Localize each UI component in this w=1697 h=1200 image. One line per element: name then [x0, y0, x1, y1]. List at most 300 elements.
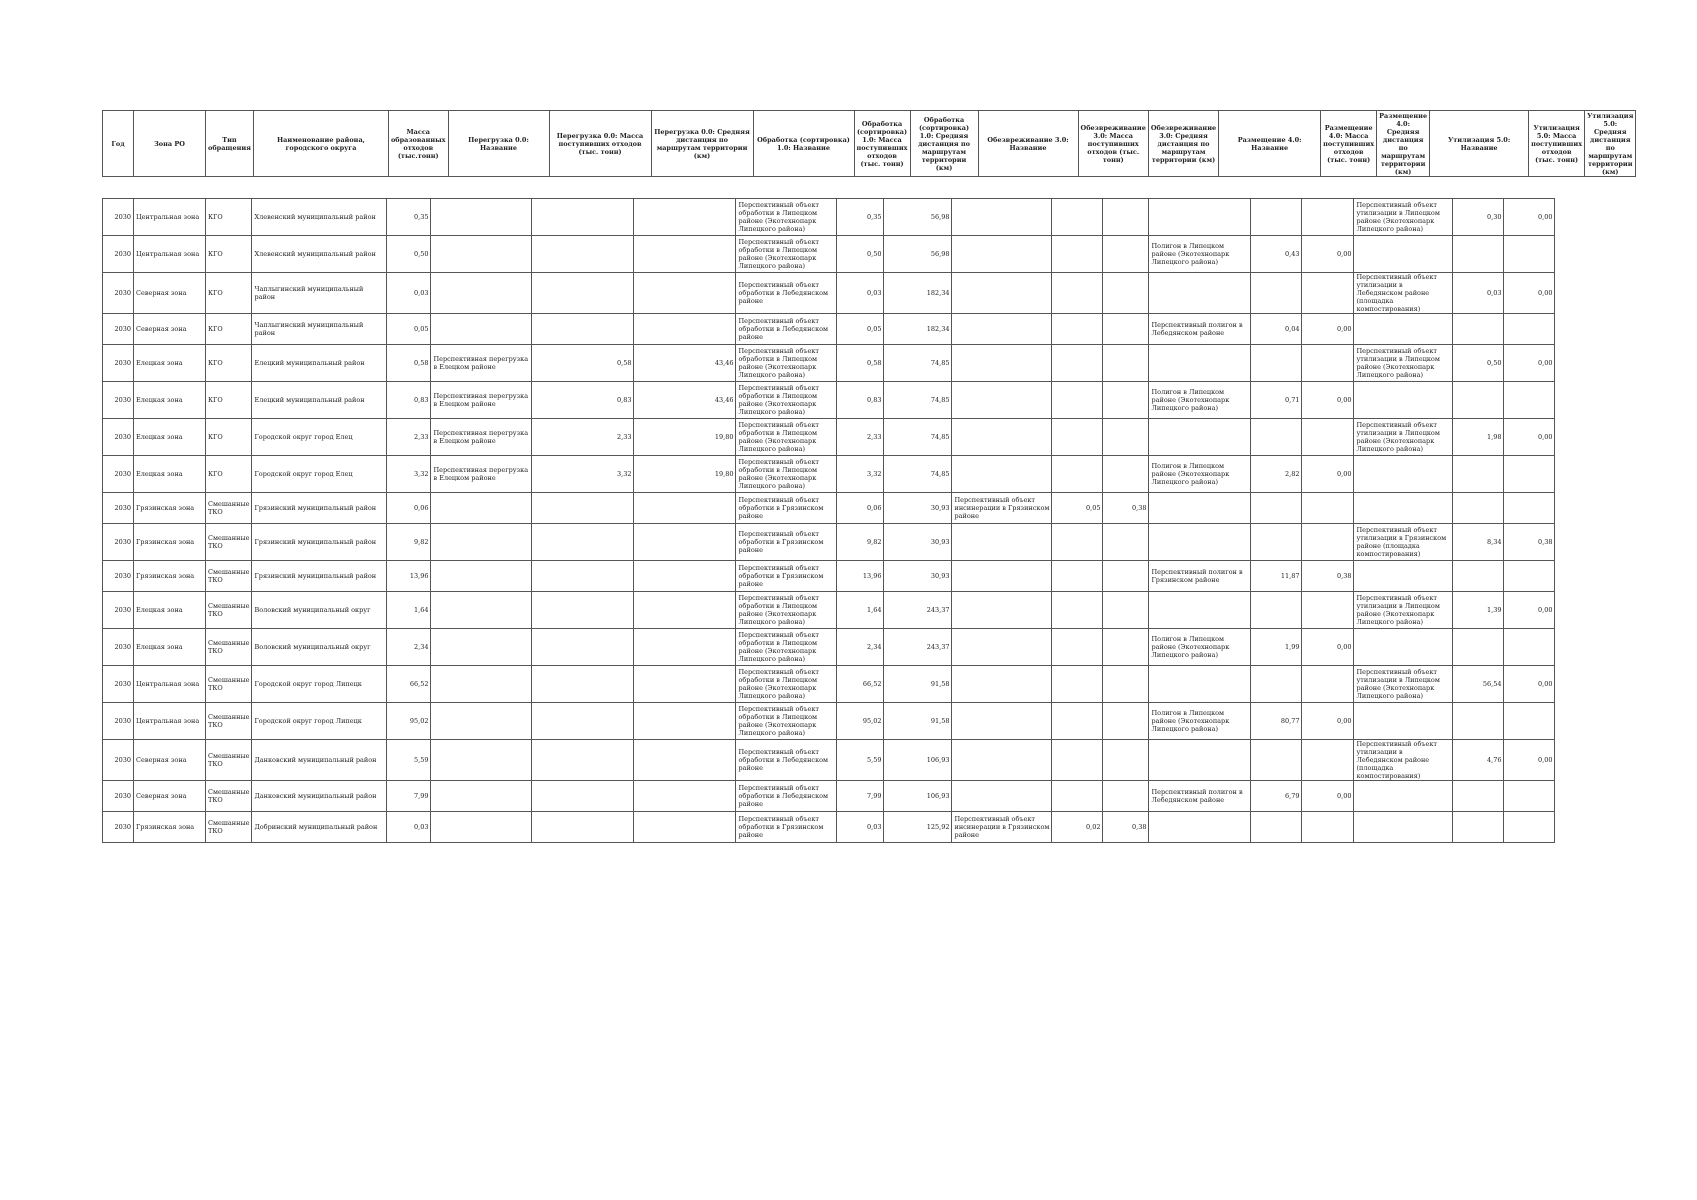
table-cell: Центральная зона [134, 703, 206, 740]
table-cell [1103, 419, 1149, 456]
table-cell: 3,32 [532, 456, 634, 493]
table-cell: 0,00 [1302, 629, 1354, 666]
table-cell: 2030 [103, 740, 134, 781]
table-cell [532, 781, 634, 812]
table-cell: 0,83 [532, 382, 634, 419]
table-cell: 0,03 [387, 273, 431, 314]
table-cell: 91,58 [884, 703, 952, 740]
table-cell [1149, 273, 1251, 314]
table-cell [532, 740, 634, 781]
table-cell: КГО [206, 314, 252, 345]
table-cell [1103, 561, 1149, 592]
data-table [102, 198, 1555, 843]
table-cell: 0,03 [1453, 273, 1504, 314]
table-cell: Перспективная перегрузка в Елецком районе [431, 345, 532, 382]
column-header: Наименование района, городского округа [253, 111, 388, 177]
table-cell: 5,59 [837, 740, 884, 781]
table-cell: Центральная зона [134, 236, 206, 273]
table-cell [634, 781, 736, 812]
table-cell: 2,34 [837, 629, 884, 666]
table-cell: Елецкая зона [134, 382, 206, 419]
table-cell: 0,35 [837, 199, 884, 236]
table-cell [634, 524, 736, 561]
table-cell [1251, 740, 1302, 781]
column-header: Размещение 4.0: Название [1219, 111, 1321, 177]
table-cell [1453, 382, 1504, 419]
table-cell: 0,00 [1302, 703, 1354, 740]
table-row [103, 740, 1555, 781]
table-cell: Перспективный объект обработки в Липецком районе (Экотехнопарк Липецкого района) [736, 703, 837, 740]
table-cell [1354, 493, 1453, 524]
table-cell: 0,00 [1504, 345, 1555, 382]
table-cell [1052, 273, 1103, 314]
table-cell: 0,06 [387, 493, 431, 524]
header-row [103, 111, 1636, 177]
table-cell: Городской округ город Елец [252, 419, 387, 456]
table-cell: Полигон в Липецком районе (Экотехнопарк Липецкого района) [1149, 236, 1251, 273]
table-cell [1302, 199, 1354, 236]
table-cell: 1,64 [387, 592, 431, 629]
table-cell: 74,85 [884, 345, 952, 382]
table-cell: 0,00 [1302, 456, 1354, 493]
table-cell: Перспективный объект обработки в Липецком районе (Экотехнопарк Липецкого района) [736, 382, 837, 419]
table-cell [952, 629, 1052, 666]
table-cell [431, 236, 532, 273]
table-cell [1052, 199, 1103, 236]
table-cell: 6,79 [1251, 781, 1302, 812]
table-cell [532, 273, 634, 314]
table-cell: 0,38 [1302, 561, 1354, 592]
table-cell [952, 345, 1052, 382]
table-cell: Перспективный объект обработки в Липецком районе (Экотехнопарк Липецкого района) [736, 419, 837, 456]
table-cell: Северная зона [134, 781, 206, 812]
column-header: Обработка (сортировка) 1.0: Масса поступивших отходов (тыс. тонн) [854, 111, 910, 177]
table-cell: 2030 [103, 781, 134, 812]
table-cell: Грязинская зона [134, 812, 206, 843]
table-cell: Перспективная перегрузка в Елецком районе [431, 382, 532, 419]
table-cell: 1,99 [1251, 629, 1302, 666]
table-cell [532, 493, 634, 524]
table-cell [1302, 740, 1354, 781]
table-cell: Грязинская зона [134, 561, 206, 592]
table-cell: Смешанные ТКО [206, 561, 252, 592]
table-cell: Центральная зона [134, 199, 206, 236]
table-cell: 0,00 [1302, 236, 1354, 273]
table-cell: Перспективный объект инсинерации в Грязинском районе [952, 812, 1052, 843]
table-cell [1504, 629, 1555, 666]
table-cell: 2030 [103, 629, 134, 666]
table-cell [1354, 561, 1453, 592]
column-header: Перегрузка 0.0: Средняя дистанция по маршрутам территории (км) [651, 111, 753, 177]
table-cell [1453, 629, 1504, 666]
table-cell [1103, 666, 1149, 703]
table-cell [1052, 781, 1103, 812]
table-cell: 182,34 [884, 314, 952, 345]
table-cell: 13,96 [837, 561, 884, 592]
table-cell: Грязинская зона [134, 493, 206, 524]
table-cell: 0,00 [1504, 740, 1555, 781]
table-cell: Перспективный объект обработки в Липецком районе (Экотехнопарк Липецкого района) [736, 629, 837, 666]
table-cell [1251, 273, 1302, 314]
table-cell [1149, 666, 1251, 703]
table-cell: КГО [206, 345, 252, 382]
table-cell: Центральная зона [134, 666, 206, 703]
table-cell [1453, 236, 1504, 273]
table-cell [1302, 273, 1354, 314]
table-cell [1453, 493, 1504, 524]
table-cell [1103, 703, 1149, 740]
table-cell [1149, 345, 1251, 382]
table-cell: 0,03 [837, 812, 884, 843]
table-cell: 91,58 [884, 666, 952, 703]
table-cell: Воловский муниципальный округ [252, 629, 387, 666]
table-cell: Перспективный объект обработки в Грязинском районе [736, 524, 837, 561]
table-cell: Перспективный полигон в Грязинском районе [1149, 561, 1251, 592]
table-cell: 0,50 [837, 236, 884, 273]
table-cell [1354, 629, 1453, 666]
table-cell: КГО [206, 456, 252, 493]
table-cell: Хлевенский муниципальный район [252, 199, 387, 236]
table-row [103, 781, 1555, 812]
table-cell: 2030 [103, 666, 134, 703]
table-cell: Перспективный объект обработки в Липецком районе (Экотехнопарк Липецкого района) [736, 199, 837, 236]
table-cell: 56,98 [884, 236, 952, 273]
table-cell: Перспективный полигон в Лебедянском районе [1149, 314, 1251, 345]
table-cell [1504, 236, 1555, 273]
table-cell [634, 561, 736, 592]
table-cell: КГО [206, 382, 252, 419]
table-row [103, 561, 1555, 592]
table-cell: 4,76 [1453, 740, 1504, 781]
table-cell: 30,93 [884, 561, 952, 592]
table-cell: Перспективный объект обработки в Грязинском районе [736, 493, 837, 524]
table-cell [1052, 703, 1103, 740]
table-cell: 30,93 [884, 493, 952, 524]
table-cell: Воловский муниципальный округ [252, 592, 387, 629]
table-cell: Перспективная перегрузка в Елецком районе [431, 456, 532, 493]
table-cell: 0,03 [837, 273, 884, 314]
table-cell: 66,52 [837, 666, 884, 703]
table-cell: 2030 [103, 236, 134, 273]
table-cell: Перспективный полигон в Лебедянском районе [1149, 781, 1251, 812]
table-cell: 2030 [103, 382, 134, 419]
table-cell: Полигон в Липецком районе (Экотехнопарк Липецкого района) [1149, 382, 1251, 419]
column-header: Масса образованных отходов (тыс.тонн) [388, 111, 448, 177]
table-cell [1302, 345, 1354, 382]
table-cell: 182,34 [884, 273, 952, 314]
table-cell [1052, 236, 1103, 273]
table-cell [1504, 781, 1555, 812]
table-cell: Грязинский муниципальный район [252, 524, 387, 561]
table-cell: Смешанные ТКО [206, 781, 252, 812]
table-cell: Елецкий муниципальный район [252, 382, 387, 419]
table-row [103, 812, 1555, 843]
table-cell [431, 493, 532, 524]
table-cell: 13,96 [387, 561, 431, 592]
column-header: Обезвреживание 3.0: Масса поступивших отходов (тыс. тонн) [1078, 111, 1148, 177]
table-cell: Смешанные ТКО [206, 666, 252, 703]
table-cell: 2030 [103, 345, 134, 382]
table-cell [634, 629, 736, 666]
table-cell: 0,05 [387, 314, 431, 345]
table-cell: Северная зона [134, 314, 206, 345]
table-cell: 74,85 [884, 456, 952, 493]
table-cell [1103, 740, 1149, 781]
table-cell [1354, 781, 1453, 812]
table-cell [1354, 456, 1453, 493]
table-cell [1052, 561, 1103, 592]
table-row [103, 382, 1555, 419]
table-cell [1504, 314, 1555, 345]
table-cell: 0,50 [387, 236, 431, 273]
table-cell [952, 273, 1052, 314]
table-cell [1354, 703, 1453, 740]
table-cell: 5,59 [387, 740, 431, 781]
table-cell [634, 703, 736, 740]
table-cell [952, 666, 1052, 703]
table-cell [431, 629, 532, 666]
table-row [103, 524, 1555, 561]
table-cell [952, 199, 1052, 236]
column-header: Размещение 4.0: Масса поступивших отходов (тыс. тонн) [1321, 111, 1377, 177]
table-cell: Перспективный объект утилизации в Липецком районе (Экотехнопарк Липецкого района) [1354, 419, 1453, 456]
column-header: Обезвреживание 3.0: Средняя дистанция по маршрутам территории (км) [1148, 111, 1218, 177]
table-cell: 0,00 [1302, 382, 1354, 419]
table-cell [952, 592, 1052, 629]
table-cell: Полигон в Липецком районе (Экотехнопарк Липецкого района) [1149, 703, 1251, 740]
table-cell [1052, 629, 1103, 666]
table-cell: 0,06 [837, 493, 884, 524]
table-cell: 0,83 [837, 382, 884, 419]
table-cell [1103, 314, 1149, 345]
table-cell [952, 236, 1052, 273]
table-row [103, 456, 1555, 493]
table-cell [1103, 345, 1149, 382]
table-cell [532, 629, 634, 666]
table-cell: 2030 [103, 419, 134, 456]
table-cell: 2030 [103, 493, 134, 524]
table-cell [431, 524, 532, 561]
table-cell [952, 740, 1052, 781]
table-cell [634, 592, 736, 629]
table-cell [1504, 561, 1555, 592]
table-cell [634, 493, 736, 524]
table-cell: 106,93 [884, 740, 952, 781]
table-cell [634, 740, 736, 781]
table-cell: 2030 [103, 524, 134, 561]
table-cell [431, 740, 532, 781]
table-cell [431, 199, 532, 236]
table-cell: 0,00 [1504, 419, 1555, 456]
table-cell [1302, 493, 1354, 524]
column-header: Утилизация 5.0: Масса поступивших отходов (тыс. тонн) [1529, 111, 1585, 177]
table-cell [1504, 456, 1555, 493]
table-cell: Перспективный объект обработки в Липецком районе (Экотехнопарк Липецкого района) [736, 592, 837, 629]
table-cell: 56,98 [884, 199, 952, 236]
table-cell: 7,99 [387, 781, 431, 812]
table-cell: 0,00 [1504, 273, 1555, 314]
table-cell: 0,35 [387, 199, 431, 236]
table-cell [1453, 812, 1504, 843]
table-cell: Перспективный объект обработки в Липецком районе (Экотехнопарк Липецкого района) [736, 236, 837, 273]
table-cell: 74,85 [884, 382, 952, 419]
table-cell: 0,43 [1251, 236, 1302, 273]
table-cell: Городской округ город Елец [252, 456, 387, 493]
table-cell [1149, 419, 1251, 456]
table-cell [952, 781, 1052, 812]
table-cell: Чаплыгинский муниципальный район [252, 273, 387, 314]
table-cell: Елецкий муниципальный район [252, 345, 387, 382]
table-cell [634, 314, 736, 345]
table-cell [1052, 314, 1103, 345]
table-cell [1302, 592, 1354, 629]
table-cell: 2030 [103, 314, 134, 345]
table-cell: 8,34 [1453, 524, 1504, 561]
table-cell: 2030 [103, 456, 134, 493]
column-header: Тип обращения [206, 111, 254, 177]
table-cell: 0,00 [1504, 592, 1555, 629]
table-cell [1052, 456, 1103, 493]
table-cell: 43,46 [634, 382, 736, 419]
table-cell: Перспективный объект утилизации в Липецком районе (Экотехнопарк Липецкого района) [1354, 592, 1453, 629]
table-cell: Перспективный объект обработки в Липецком районе (Экотехнопарк Липецкого района) [736, 666, 837, 703]
table-cell: Смешанные ТКО [206, 629, 252, 666]
table-row [103, 236, 1555, 273]
table-cell [1052, 592, 1103, 629]
table-cell: 0,00 [1504, 666, 1555, 703]
table-cell [431, 314, 532, 345]
table-cell: Смешанные ТКО [206, 703, 252, 740]
table-cell [1052, 740, 1103, 781]
table-cell: Смешанные ТКО [206, 524, 252, 561]
table-cell: Грязинский муниципальный район [252, 493, 387, 524]
table-cell [634, 199, 736, 236]
table-cell [1149, 740, 1251, 781]
table-cell [1354, 314, 1453, 345]
table-row [103, 273, 1555, 314]
table-cell: Перспективный объект утилизации в Лебедянском районе (площадка компостирования) [1354, 273, 1453, 314]
table-cell: 1,64 [837, 592, 884, 629]
table-cell: Перспективный объект обработки в Лебедянском районе [736, 740, 837, 781]
table-cell [532, 199, 634, 236]
table-cell [1453, 561, 1504, 592]
table-cell [532, 314, 634, 345]
table-cell: 243,37 [884, 592, 952, 629]
table-cell [1302, 666, 1354, 703]
table-cell: 2030 [103, 273, 134, 314]
table-cell [952, 524, 1052, 561]
table-cell: Городской округ город Липецк [252, 703, 387, 740]
table-cell: Данковский муниципальный район [252, 740, 387, 781]
table-cell: Перспективная перегрузка в Елецком районе [431, 419, 532, 456]
table-cell [1103, 382, 1149, 419]
table-cell [1251, 345, 1302, 382]
table-cell [1149, 199, 1251, 236]
table-cell [1103, 781, 1149, 812]
header-table [102, 110, 1636, 177]
table-cell: 95,02 [387, 703, 431, 740]
table-cell: Перспективный объект утилизации в Липецком районе (Экотехнопарк Липецкого района) [1354, 666, 1453, 703]
table-cell [532, 524, 634, 561]
table-cell: Перспективный объект обработки в Лебедянском районе [736, 781, 837, 812]
table-cell: 3,32 [837, 456, 884, 493]
table-cell [1052, 382, 1103, 419]
table-cell: 0,00 [1302, 781, 1354, 812]
table-cell: 2030 [103, 592, 134, 629]
table-cell [532, 666, 634, 703]
table-cell: 0,02 [1052, 812, 1103, 843]
table-cell [1302, 524, 1354, 561]
table-cell: 1,98 [1453, 419, 1504, 456]
table-cell [1103, 524, 1149, 561]
table-cell [1052, 419, 1103, 456]
table-cell [1504, 493, 1555, 524]
table-cell [1052, 345, 1103, 382]
table-cell: 19,80 [634, 419, 736, 456]
table-cell: 0,71 [1251, 382, 1302, 419]
table-row [103, 666, 1555, 703]
table-cell [1052, 524, 1103, 561]
table-cell: Перспективный объект утилизации в Липецком районе (Экотехнопарк Липецкого района) [1354, 199, 1453, 236]
table-cell: Елецкая зона [134, 419, 206, 456]
table-cell [1354, 236, 1453, 273]
column-header: Перегрузка 0.0: Название [448, 111, 549, 177]
table-cell [1302, 419, 1354, 456]
table-row [103, 703, 1555, 740]
table-cell: Грязинский муниципальный район [252, 561, 387, 592]
table-cell: Перспективный объект обработки в Лебедянском районе [736, 314, 837, 345]
table-cell: Данковский муниципальный район [252, 781, 387, 812]
table-cell: 0,58 [387, 345, 431, 382]
table-cell [1453, 456, 1504, 493]
table-cell: Перспективный объект обработки в Липецком районе (Экотехнопарк Липецкого района) [736, 345, 837, 382]
table-cell [1149, 592, 1251, 629]
column-header: Обезвреживание 3.0: Название [978, 111, 1078, 177]
table-cell: Елецкая зона [134, 345, 206, 382]
table-cell: 2,33 [387, 419, 431, 456]
table-cell [1103, 273, 1149, 314]
table-cell: Добринский муниципальный район [252, 812, 387, 843]
table-body [103, 199, 1555, 843]
table-cell: 2,82 [1251, 456, 1302, 493]
table-cell: 0,30 [1453, 199, 1504, 236]
table-cell: 7,99 [837, 781, 884, 812]
table-cell: 74,85 [884, 419, 952, 456]
table-row [103, 199, 1555, 236]
table-cell [1149, 812, 1251, 843]
table-cell [1103, 199, 1149, 236]
table-cell: Елецкая зона [134, 629, 206, 666]
table-cell [634, 812, 736, 843]
table-cell [532, 592, 634, 629]
table-cell: 2,33 [532, 419, 634, 456]
table-cell: 19,80 [634, 456, 736, 493]
table-cell: КГО [206, 236, 252, 273]
table-cell: 56,54 [1453, 666, 1504, 703]
table-row [103, 493, 1555, 524]
table-row [103, 592, 1555, 629]
column-header: Утилизация 5.0: Средняя дистанция по маршрутам территории (км) [1585, 111, 1636, 177]
table-cell: Полигон в Липецком районе (Экотехнопарк Липецкого района) [1149, 629, 1251, 666]
table-cell [1453, 314, 1504, 345]
table-cell: Смешанные ТКО [206, 592, 252, 629]
table-cell: 66,52 [387, 666, 431, 703]
table-cell: 30,93 [884, 524, 952, 561]
table-cell: Перспективный объект обработки в Грязинском районе [736, 812, 837, 843]
table-cell: 9,82 [387, 524, 431, 561]
column-header: Обработка (сортировка) 1.0: Средняя дистанция по маршрутам территории (км) [910, 111, 978, 177]
table-cell: Перспективный объект обработки в Липецком районе (Экотехнопарк Липецкого района) [736, 456, 837, 493]
